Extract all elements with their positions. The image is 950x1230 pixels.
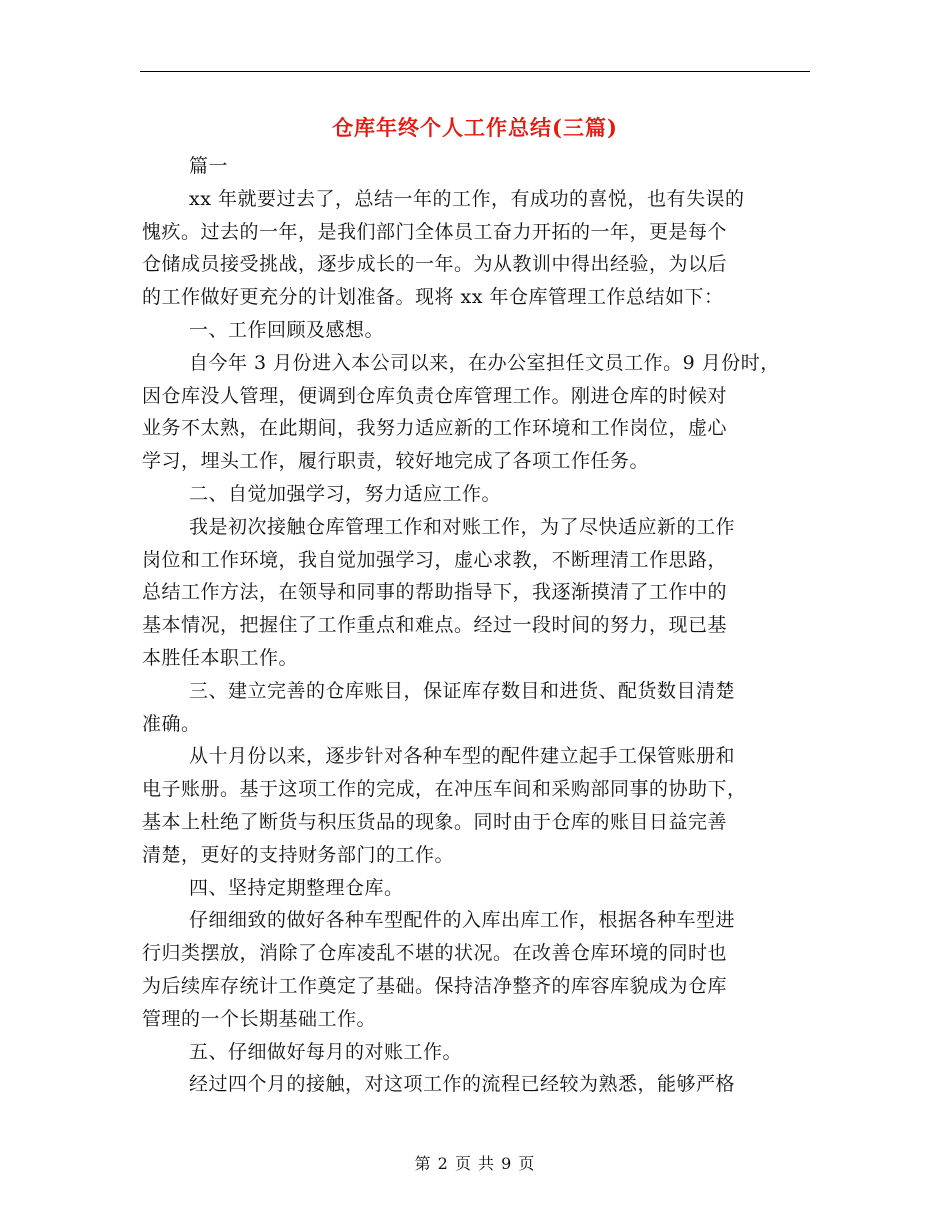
text-line: 经过四个月的接触，对这项工作的流程已经较为熟悉，能够严格 xyxy=(189,1073,736,1096)
text-line: 因仓库没人管理，便调到仓库负责仓库管理工作。刚进仓库的时候对 xyxy=(142,384,728,407)
text-line: 行归类摆放，消除了仓库凌乱不堪的状况。在改善仓库环境的同时也 xyxy=(142,942,728,965)
text-line: 三、建立完善的仓库账目，保证库存数目和进货、配货数目清楚 xyxy=(189,679,736,702)
page-footer: 第 2 页 共 9 页 xyxy=(414,1154,536,1173)
text-line: 我是初次接触仓库管理工作和对账工作，为了尽快适应新的工作 xyxy=(189,515,736,538)
text-line: 基本上杜绝了断货与积压货品的现象。同时由于仓库的账目日益完善 xyxy=(142,810,728,833)
text-line: 岗位和工作环境，我自觉加强学习，虚心求教，不断理清工作思路， xyxy=(142,548,728,571)
text-line: 愧疚。过去的一年，是我们部门全体员工奋力开拓的一年，更是每个 xyxy=(142,220,728,243)
text-line: 为后续库存统计工作奠定了基础。保持洁净整齐的库容库貌成为仓库 xyxy=(142,974,728,997)
text-line: 业务不太熟，在此期间，我努力适应新的工作环境和工作岗位，虚心 xyxy=(142,417,728,440)
text-line: 学习，埋头工作，履行职责，较好地完成了各项工作任务。 xyxy=(142,450,650,473)
document-body xyxy=(142,150,802,1101)
text-line: 五、仔细做好每月的对账工作。 xyxy=(189,1040,463,1063)
text-line: 准确。 xyxy=(142,712,201,735)
text-line: 仔细细致的做好各种车型配件的入库出库工作，根据各种车型进 xyxy=(189,909,736,932)
text-line: 的工作做好更充分的计划准备。现将 xx 年仓库管理工作总结如下： xyxy=(142,286,724,309)
text-line: 管理的一个长期基础工作。 xyxy=(142,1007,377,1030)
text-line: 自今年 3 月份进入本公司以来，在办公室担任文员工作。9 月份时， xyxy=(189,351,780,374)
text-line: 基本情况，把握住了工作重点和难点。经过一段时间的努力，现已基 xyxy=(142,614,728,637)
text-line: 电子账册。基于这项工作的完成，在冲压车间和采购部同事的协助下， xyxy=(142,778,747,801)
text-line: 总结工作方法，在领导和同事的帮助指导下，我逐渐摸清了工作中的 xyxy=(142,581,728,604)
text-line: 从十月份以来，逐步针对各种车型的配件建立起手工保管账册和 xyxy=(189,745,736,768)
header-rule xyxy=(140,71,810,72)
text-line: 清楚，更好的支持财务部门的工作。 xyxy=(142,843,455,866)
text-line: xx 年就要过去了，总结一年的工作，有成功的喜悦，也有失误的 xyxy=(189,187,745,210)
text-line: 篇一 xyxy=(189,155,229,177)
text-line: 二、自觉加强学习，努力适应工作。 xyxy=(189,482,502,505)
text-line: 本胜任本职工作。 xyxy=(142,646,299,669)
text-line: 仓储成员接受挑战，逐步成长的一年。为从教训中得出经验，为以后 xyxy=(142,253,728,276)
text-line: 四、坚持定期整理仓库。 xyxy=(189,876,404,899)
text-line: 一、工作回顾及感想。 xyxy=(189,318,385,341)
document-title: 仓库年终个人工作总结(三篇) xyxy=(332,115,618,140)
